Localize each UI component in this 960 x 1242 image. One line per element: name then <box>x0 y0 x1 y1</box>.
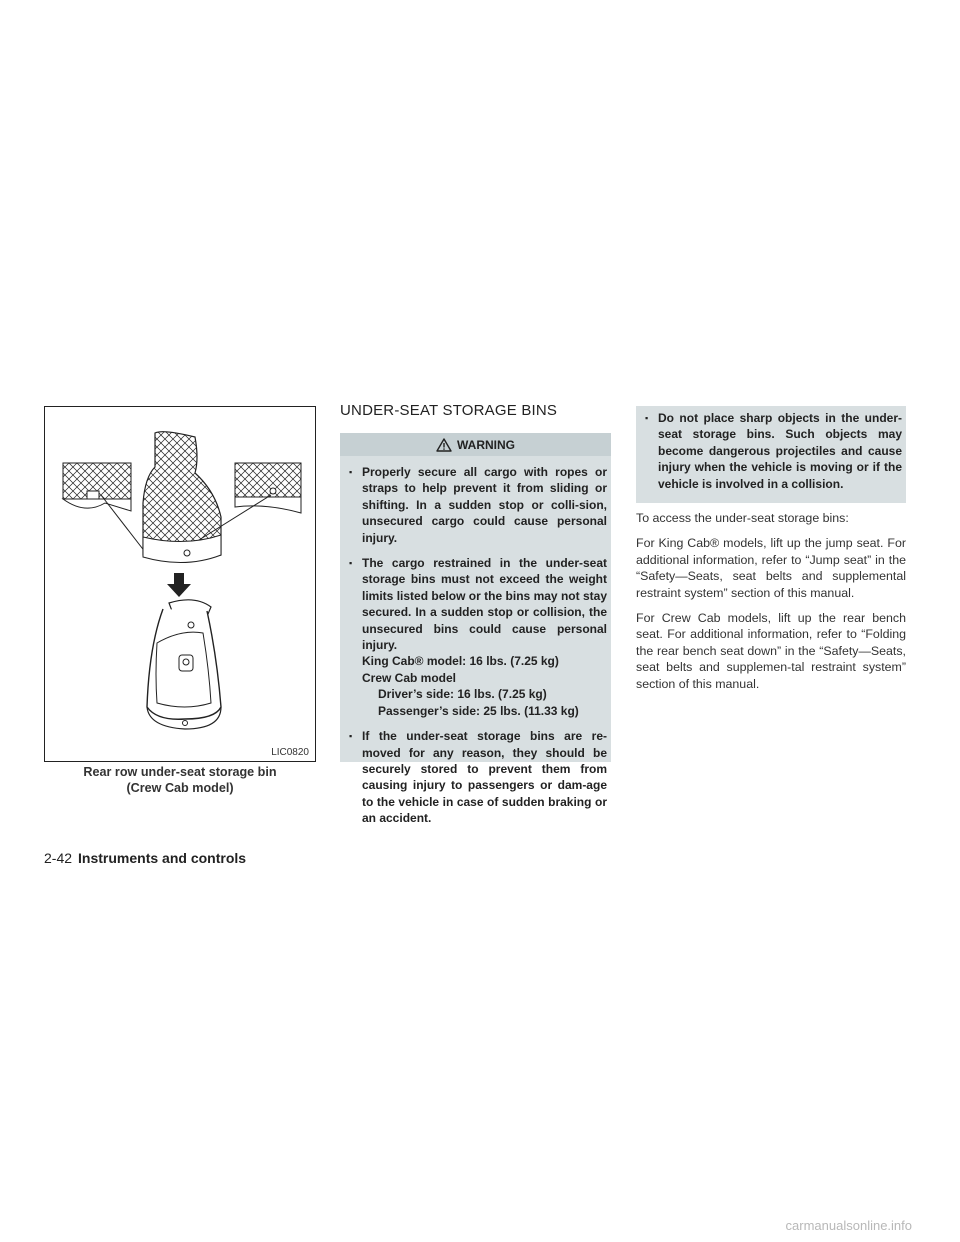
body-paragraph-crew-cab: For Crew Cab models, lift up the rear bench seat. For additional information, refer to “Folding the rear bench seat down” in the “Safety—Seats, seat belts and supplemen-tal restraint system” section of this manual. <box>636 611 906 691</box>
warning-item-weight-text: The cargo restrained in the under-seat storage bins must not exceed the weight limits listed below or the bins may not stay secured. In a sudden stop or collision, the unsecured bins could cause personal injury. <box>362 556 607 653</box>
limit-passenger-side: Passenger’s side: 25 lbs. (11.33 kg) <box>378 703 579 718</box>
left-inset-detail <box>63 463 149 557</box>
figure-caption <box>44 764 316 796</box>
figure-caption-line1: Rear row under-seat storage bin <box>83 765 277 779</box>
page-number: 2-42 <box>44 850 73 866</box>
watermark: carmanualsonline.info <box>785 1218 912 1233</box>
storage-bin-illustration <box>44 406 316 762</box>
figure-code: LIC0820 <box>271 747 309 758</box>
limit-driver-side: Driver’s side: 16 lbs. (7.25 kg) <box>378 687 547 702</box>
down-arrow-icon <box>167 573 191 597</box>
warning-box <box>340 433 611 826</box>
warning-box-continued <box>636 406 906 503</box>
warning-item-removed-bins: ▪ If the under-seat storage bins are re-moved for any reason, they should be securely stored to prevent them from causing injury to passengers or dam-age to the vehicle in case of sudden braking or an accident. <box>348 728 607 826</box>
storage-bin <box>147 600 221 729</box>
seat-mesh-cover <box>143 432 221 563</box>
section-title: UNDER-SEAT STORAGE BINS <box>340 402 558 419</box>
page-footer <box>44 850 246 866</box>
figure-caption-line2: (Crew Cab model) <box>126 781 234 795</box>
warning-heading: WARNING <box>457 437 515 452</box>
body-text <box>636 510 906 701</box>
limit-crew-cab: Crew Cab model <box>362 670 457 685</box>
limit-king-cab: King Cab® model: 16 lbs. (7.25 kg) <box>362 654 559 669</box>
warning-triangle-icon <box>436 438 452 452</box>
warning-item-secure-cargo: ▪ Properly secure all cargo with ropes or straps to help prevent it from sliding or shifting. In a sudden stop or colli-sion, unsecured cargo could cause personal injury. <box>348 464 607 546</box>
warning-item-weight-limits <box>348 555 607 719</box>
warning-header <box>340 433 611 456</box>
under-seat-bin-drawing <box>45 407 315 761</box>
body-paragraph-access: To access the under-seat storage bins: <box>636 511 849 525</box>
warning-item-sharp-objects: ▪ Do not place sharp objects in the under-seat storage bins. Such objects may become dangerous projectiles and cause injury when the vehicle is moving or if the vehicle is involved in a collision. <box>644 410 902 492</box>
warning-list <box>340 456 611 827</box>
footer-section-name: Instruments and controls <box>78 850 247 866</box>
body-paragraph-king-cab: For King Cab® models, lift up the jump seat. For additional information, refer to “Jump seat” in the “Safety—Seats, seat belts and supplemental restraint system” section of this manual. <box>636 536 906 600</box>
